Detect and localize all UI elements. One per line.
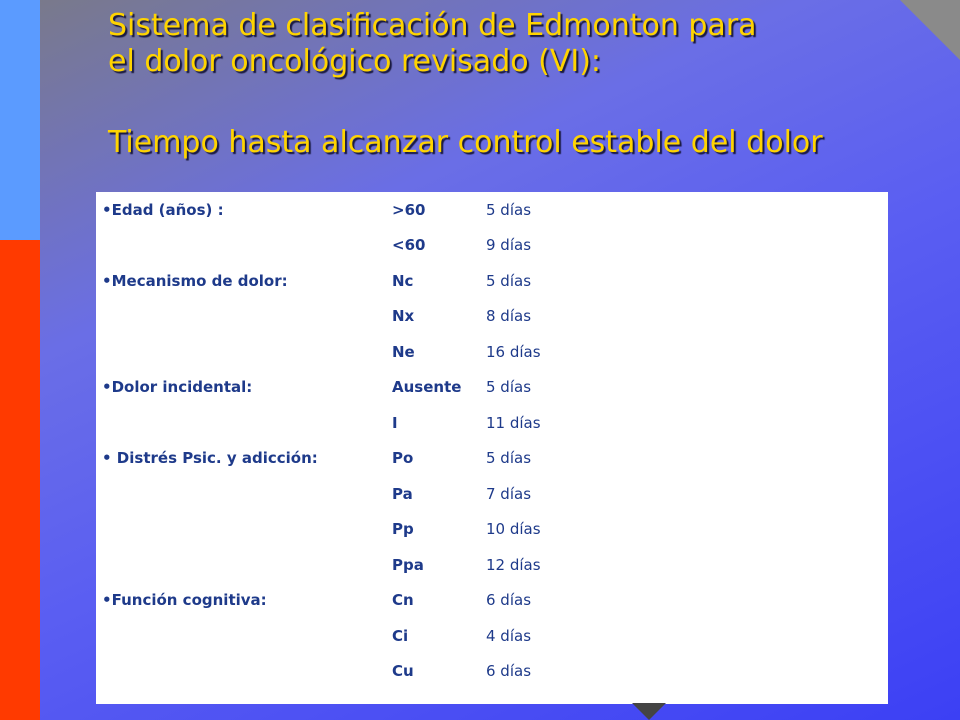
table-row (102, 441, 606, 477)
code-cell: Nc (392, 271, 414, 290)
days-cell: 16 días (486, 342, 541, 361)
days-cell: 6 días (486, 662, 532, 681)
classification-table-panel (96, 192, 888, 704)
code-cell: >60 (392, 200, 426, 219)
category-cell: •Mecanismo de dolor: (102, 271, 288, 290)
code-cell: Nx (392, 307, 415, 326)
days-cell: 5 días (486, 200, 532, 219)
code-cell: Cu (392, 662, 414, 681)
table-row (102, 334, 606, 370)
table-row (102, 583, 606, 619)
table-row (102, 299, 606, 335)
days-cell: 5 días (486, 271, 532, 290)
table-row (102, 547, 606, 583)
code-cell: Ppa (392, 555, 424, 574)
days-cell: 5 días (486, 378, 532, 397)
slide-subtitle: Tiempo hasta alcanzar control estable del dolor (108, 125, 823, 160)
classification-table (102, 192, 606, 689)
table-row (102, 618, 606, 654)
days-cell: 7 días (486, 484, 532, 503)
code-cell: Cn (392, 591, 414, 610)
title-line-2: el dolor oncológico revisado (VI): (108, 44, 602, 79)
code-cell: Po (392, 449, 414, 468)
table-row (102, 370, 606, 406)
category-cell: •Edad (años) : (102, 200, 224, 219)
category-cell: • Distrés Psic. y adicción: (102, 449, 318, 468)
table-row (102, 654, 606, 690)
category-cell (102, 228, 392, 264)
code-cell: Ausente (392, 378, 462, 397)
category-cell (102, 547, 392, 583)
table-row (102, 228, 606, 264)
days-cell: 4 días (486, 626, 532, 645)
table-row (102, 476, 606, 512)
code-cell: Ci (392, 626, 409, 645)
table-row (102, 512, 606, 548)
category-cell (102, 334, 392, 370)
days-cell: 11 días (486, 413, 541, 432)
decorative-strip-top (0, 0, 40, 240)
days-cell: 8 días (486, 307, 532, 326)
days-cell: 6 días (486, 591, 532, 610)
slide-title (108, 8, 757, 80)
decorative-strip-bottom (0, 240, 40, 720)
category-cell: •Función cognitiva: (102, 591, 267, 610)
decorative-triangle (632, 703, 666, 720)
code-cell: Pp (392, 520, 414, 539)
decorative-corner (900, 0, 960, 60)
category-cell (102, 299, 392, 335)
code-cell: Pa (392, 484, 413, 503)
code-cell: I (392, 413, 398, 432)
code-cell: Ne (392, 342, 415, 361)
days-cell: 10 días (486, 520, 541, 539)
days-cell: 9 días (486, 236, 532, 255)
days-cell: 12 días (486, 555, 541, 574)
category-cell (102, 654, 392, 690)
category-cell (102, 476, 392, 512)
category-cell: •Dolor incidental: (102, 378, 253, 397)
title-line-1: Sistema de clasificación de Edmonton para (108, 8, 757, 43)
category-cell (102, 618, 392, 654)
days-cell: 5 días (486, 449, 532, 468)
code-cell: <60 (392, 236, 426, 255)
category-cell (102, 405, 392, 441)
category-cell (102, 512, 392, 548)
table-row (102, 192, 606, 228)
table-row (102, 405, 606, 441)
table-row (102, 263, 606, 299)
